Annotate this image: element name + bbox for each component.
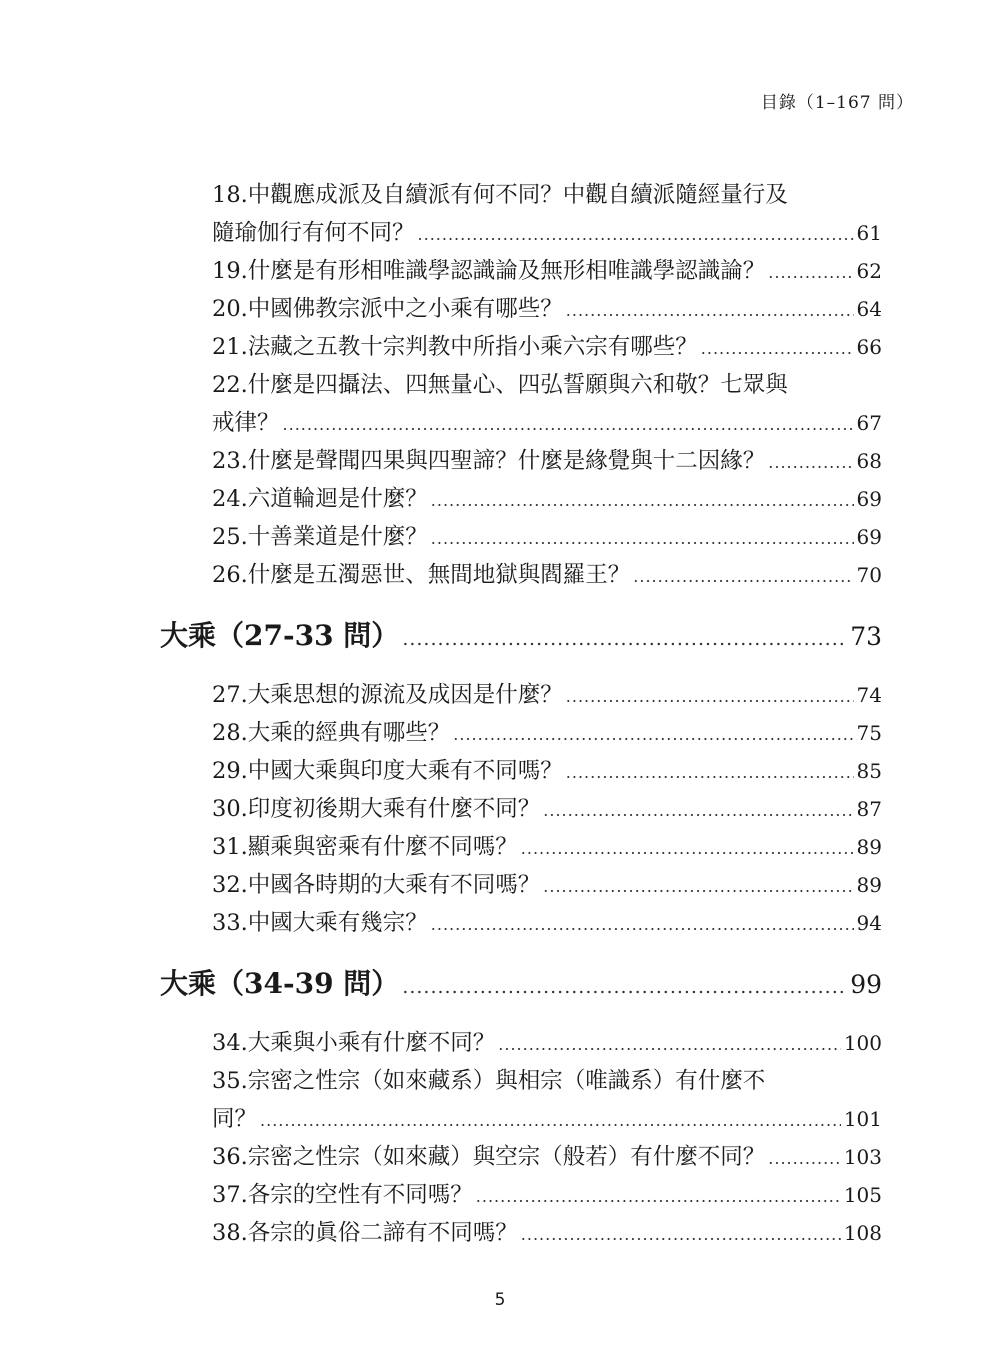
entry-page: 100 [843,1031,882,1055]
entry-text: 36.宗密之性宗（如來藏）與空宗（般若）有什麼不同？ [212,1144,766,1170]
dot-leader [566,754,854,792]
toc-entry [212,252,882,290]
dot-leader [566,292,854,330]
entry-text: 25.十善業道是什麼？ [212,524,428,550]
entry-last-line [212,790,882,828]
dot-leader [260,1102,841,1140]
dot-leader [633,558,853,596]
dot-leader [453,716,853,754]
dot-leader [701,330,854,368]
entry-page: 67 [856,411,882,435]
entry-last-line [212,518,882,556]
entry-last-line [212,904,882,942]
entry-last-line [212,480,882,518]
dot-leader [402,965,847,1009]
entry-page: 85 [856,759,882,783]
entry-last-line [212,290,882,328]
dot-leader [431,520,854,558]
dot-leader [768,254,853,292]
entry-text: 21.法藏之五教十宗判教中所指小乘六宗有哪些？ [212,334,698,360]
entry-page: 103 [843,1145,882,1169]
entry-text: 戒律？ [212,410,280,436]
dot-leader [498,1026,841,1064]
entry-last-line [212,676,882,714]
entry-text: 20.中國佛教宗派中之小乘有哪些？ [212,296,563,322]
entry-last-line [212,252,882,290]
toc-entry [212,176,882,252]
entry-text: 32.中國各時期的大乘有不同嗎？ [212,872,541,898]
dot-leader [543,868,853,906]
entry-page: 89 [856,835,882,859]
toc-entry [212,790,882,828]
toc-entry [212,1024,882,1062]
entry-last-line [212,328,882,366]
toc-entry [212,442,882,480]
running-head: 目錄（1–167 問） [760,93,914,113]
entry-page: 94 [856,911,882,935]
toc-entry [212,866,882,904]
toc-entry [212,676,882,714]
entry-page: 108 [843,1221,882,1245]
entry-page: 61 [856,221,882,245]
entry-page: 101 [843,1107,882,1131]
entry-text: 35.宗密之性宗（如來藏系）與相宗（唯識系）有什麼不 [212,1068,766,1094]
entry-last-line [212,752,882,790]
dot-leader [543,792,853,830]
section-heading [160,962,882,1006]
toc-entry [212,828,882,866]
dot-leader [431,482,854,520]
dot-leader [476,1178,841,1216]
entry-text: 37.各宗的空性有不同嗎？ [212,1182,473,1208]
entry-text: 同？ [212,1106,258,1132]
entry-text: 31.顯乘與密乘有什麼不同嗎？ [212,834,518,860]
section-page: 73 [850,622,882,651]
dot-leader [283,406,854,444]
entry-page: 66 [856,335,882,359]
toc-entry [212,518,882,556]
entry-last-line [212,1214,882,1252]
entry-last-line [212,404,882,442]
toc-entry [212,1062,882,1138]
entry-last-line [212,556,882,594]
entry-page: 62 [856,259,882,283]
toc-entry [212,752,882,790]
dot-leader [768,1140,841,1178]
entry-last-line [212,214,882,252]
page-number: 5 [494,1290,506,1310]
toc-entry [212,480,882,518]
entry-text: 33.中國大乘有幾宗？ [212,910,428,936]
dot-leader [768,444,853,482]
entry-last-line [212,1100,882,1138]
entry-page: 105 [843,1183,882,1207]
table-of-contents [160,176,882,1252]
toc-entry [212,1214,882,1252]
toc-entry [212,366,882,442]
section-title: 大乘（34-39 問） [160,967,400,1000]
section-title: 大乘（27-33 問） [160,619,400,652]
toc-entry [212,904,882,942]
entry-page: 69 [856,525,882,549]
entry-page: 69 [856,487,882,511]
entry-last-line [212,1024,882,1062]
entry-text: 30.印度初後期大乘有什麼不同？ [212,796,541,822]
entry-page: 87 [856,797,882,821]
entry-last-line [212,714,882,752]
entry-page: 89 [856,873,882,897]
entry-page: 68 [856,449,882,473]
entry-text: 28.大乘的經典有哪些？ [212,720,451,746]
entry-last-line [212,442,882,480]
entry-text: 29.中國大乘與印度大乘有不同嗎？ [212,758,563,784]
toc-entry [212,714,882,752]
entry-text: 隨瑜伽行有何不同？ [212,220,415,246]
entry-text: 27.大乘思想的源流及成因是什麼？ [212,682,563,708]
entry-text: 18.中觀應成派及自續派有何不同？中觀自續派隨經量行及 [212,182,788,208]
section-heading [160,614,882,658]
dot-leader [521,830,854,868]
entry-page: 70 [856,563,882,587]
toc-entry [212,1176,882,1214]
entry-text: 19.什麼是有形相唯識學認識論及無形相唯識學認識論？ [212,258,766,284]
dot-leader [431,906,854,944]
dot-leader [418,216,854,254]
entry-text: 38.各宗的眞俗二諦有不同嗎？ [212,1220,518,1246]
entry-text: 24.六道輪迴是什麼？ [212,486,428,512]
toc-entry [212,328,882,366]
section-page: 99 [850,970,882,999]
dot-leader [521,1216,841,1254]
toc-entry [212,290,882,328]
entry-text: 22.什麼是四攝法、四無量心、四弘誓願與六和敬？七眾與 [212,372,788,398]
entry-last-line [212,1138,882,1176]
entry-last-line [212,866,882,904]
entry-last-line [212,828,882,866]
entry-last-line [212,1176,882,1214]
entry-page: 64 [856,297,882,321]
entry-page: 74 [856,683,882,707]
toc-entry [212,1138,882,1176]
toc-entry [212,556,882,594]
entry-text: 23.什麼是聲聞四果與四聖諦？什麼是緣覺與十二因緣？ [212,448,766,474]
dot-leader [402,617,847,661]
entry-text: 26.什麼是五濁惡世、無間地獄與閻羅王？ [212,562,631,588]
entry-text: 34.大乘與小乘有什麼不同？ [212,1030,496,1056]
dot-leader [566,678,854,716]
entry-page: 75 [856,721,882,745]
